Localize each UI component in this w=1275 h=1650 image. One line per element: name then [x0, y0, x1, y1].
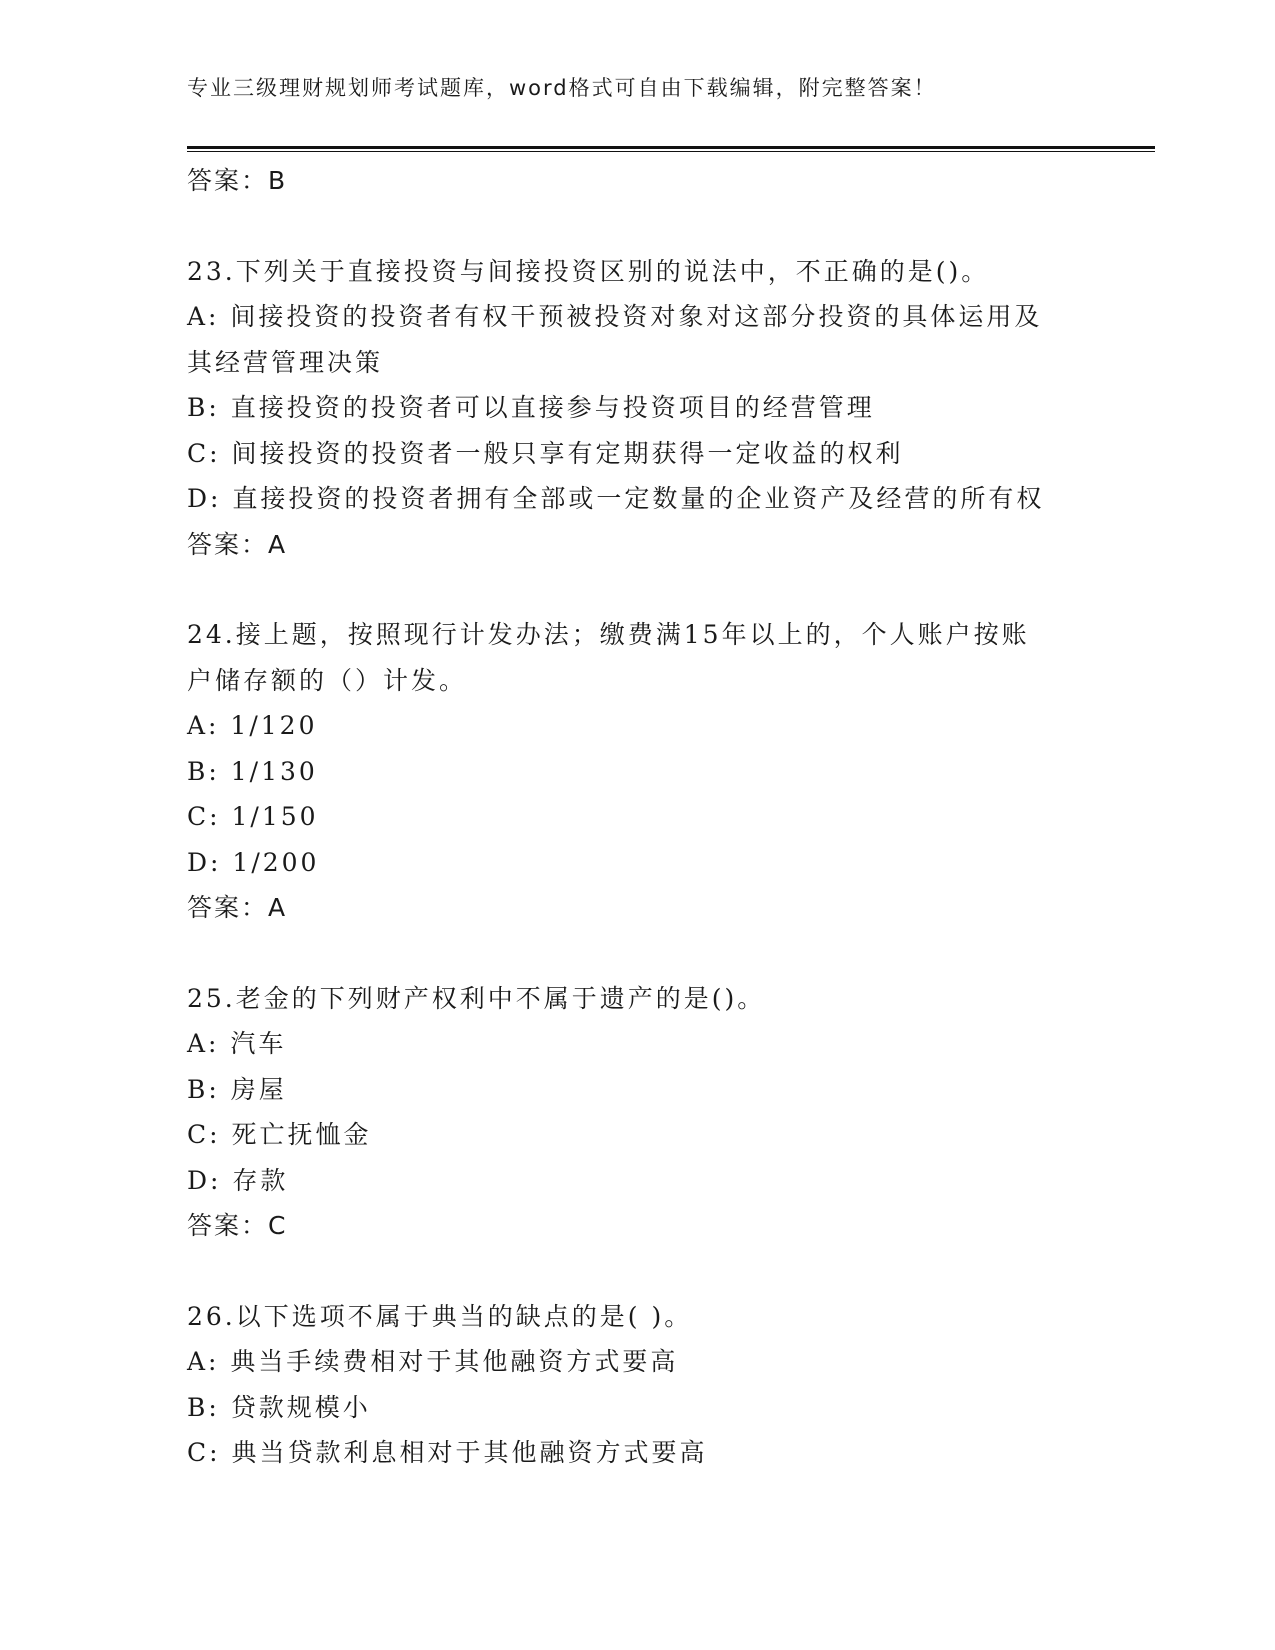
option-b: B: 贷款规模小 — [187, 1392, 371, 1422]
answer-line: 答案：A — [187, 893, 288, 922]
question-stem-continued: 户储存额的（）计发。 — [187, 665, 468, 695]
option-c: C: 死亡抚恤金 — [187, 1120, 372, 1149]
option-a: A: 间接投资的投资者有权干预被投资对象对这部分投资的具体运用及 — [187, 302, 1043, 331]
spacer — [187, 567, 1087, 612]
spacer — [187, 204, 1087, 249]
option-d: D: 直接投资的投资者拥有全部或一定数量的企业资产及经营的所有权 — [187, 484, 1045, 513]
question-stem: 23.下列关于直接投资与间接投资区别的说法中，不正确的是()。 — [187, 256, 990, 286]
question-26 — [187, 1294, 1087, 1476]
option-c: C: 1/150 — [187, 802, 319, 831]
question-24 — [187, 612, 1087, 931]
option-c: C: 间接投资的投资者一般只享有定期获得一定收益的权利 — [187, 438, 904, 468]
option-b: B: 1/130 — [187, 756, 318, 786]
option-a-continued: 其经营管理决策 — [187, 347, 384, 377]
option-a: A: 典当手续费相对于其他融资方式要高 — [187, 1347, 679, 1376]
option-d: D: 存款 — [187, 1165, 289, 1195]
answer-line: 答案：C — [187, 1211, 288, 1240]
question-25 — [187, 976, 1087, 1249]
spacer — [187, 1249, 1087, 1294]
question-stem: 26.以下选项不属于典当的缺点的是( )。 — [187, 1301, 693, 1331]
header-rule-thin — [187, 151, 1155, 152]
option-a: A: 汽车 — [187, 1029, 287, 1058]
question-content — [187, 158, 1087, 1476]
answer-line: 答案：A — [187, 529, 288, 559]
spacer — [187, 931, 1087, 976]
document-header: 专业三级理财规划师考试题库，word格式可自由下载编辑，附完整答案！ — [187, 76, 937, 100]
option-b: B: 直接投资的投资者可以直接参与投资项目的经营管理 — [187, 393, 875, 422]
question-23 — [187, 249, 1087, 568]
option-a: A: 1/120 — [187, 711, 318, 740]
option-c: C: 典当贷款利息相对于其他融资方式要高 — [187, 1438, 708, 1467]
answer-line: 答案：B — [187, 166, 288, 195]
question-stem: 25.老金的下列财产权利中不属于遗产的是()。 — [187, 983, 766, 1013]
option-b: B: 房屋 — [187, 1074, 287, 1104]
question-stem: 24.接上题，按照现行计发办法；缴费满15年以上的，个人账户按账 — [187, 620, 1030, 649]
header-rule-thick — [187, 146, 1155, 149]
option-d: D: 1/200 — [187, 847, 320, 877]
